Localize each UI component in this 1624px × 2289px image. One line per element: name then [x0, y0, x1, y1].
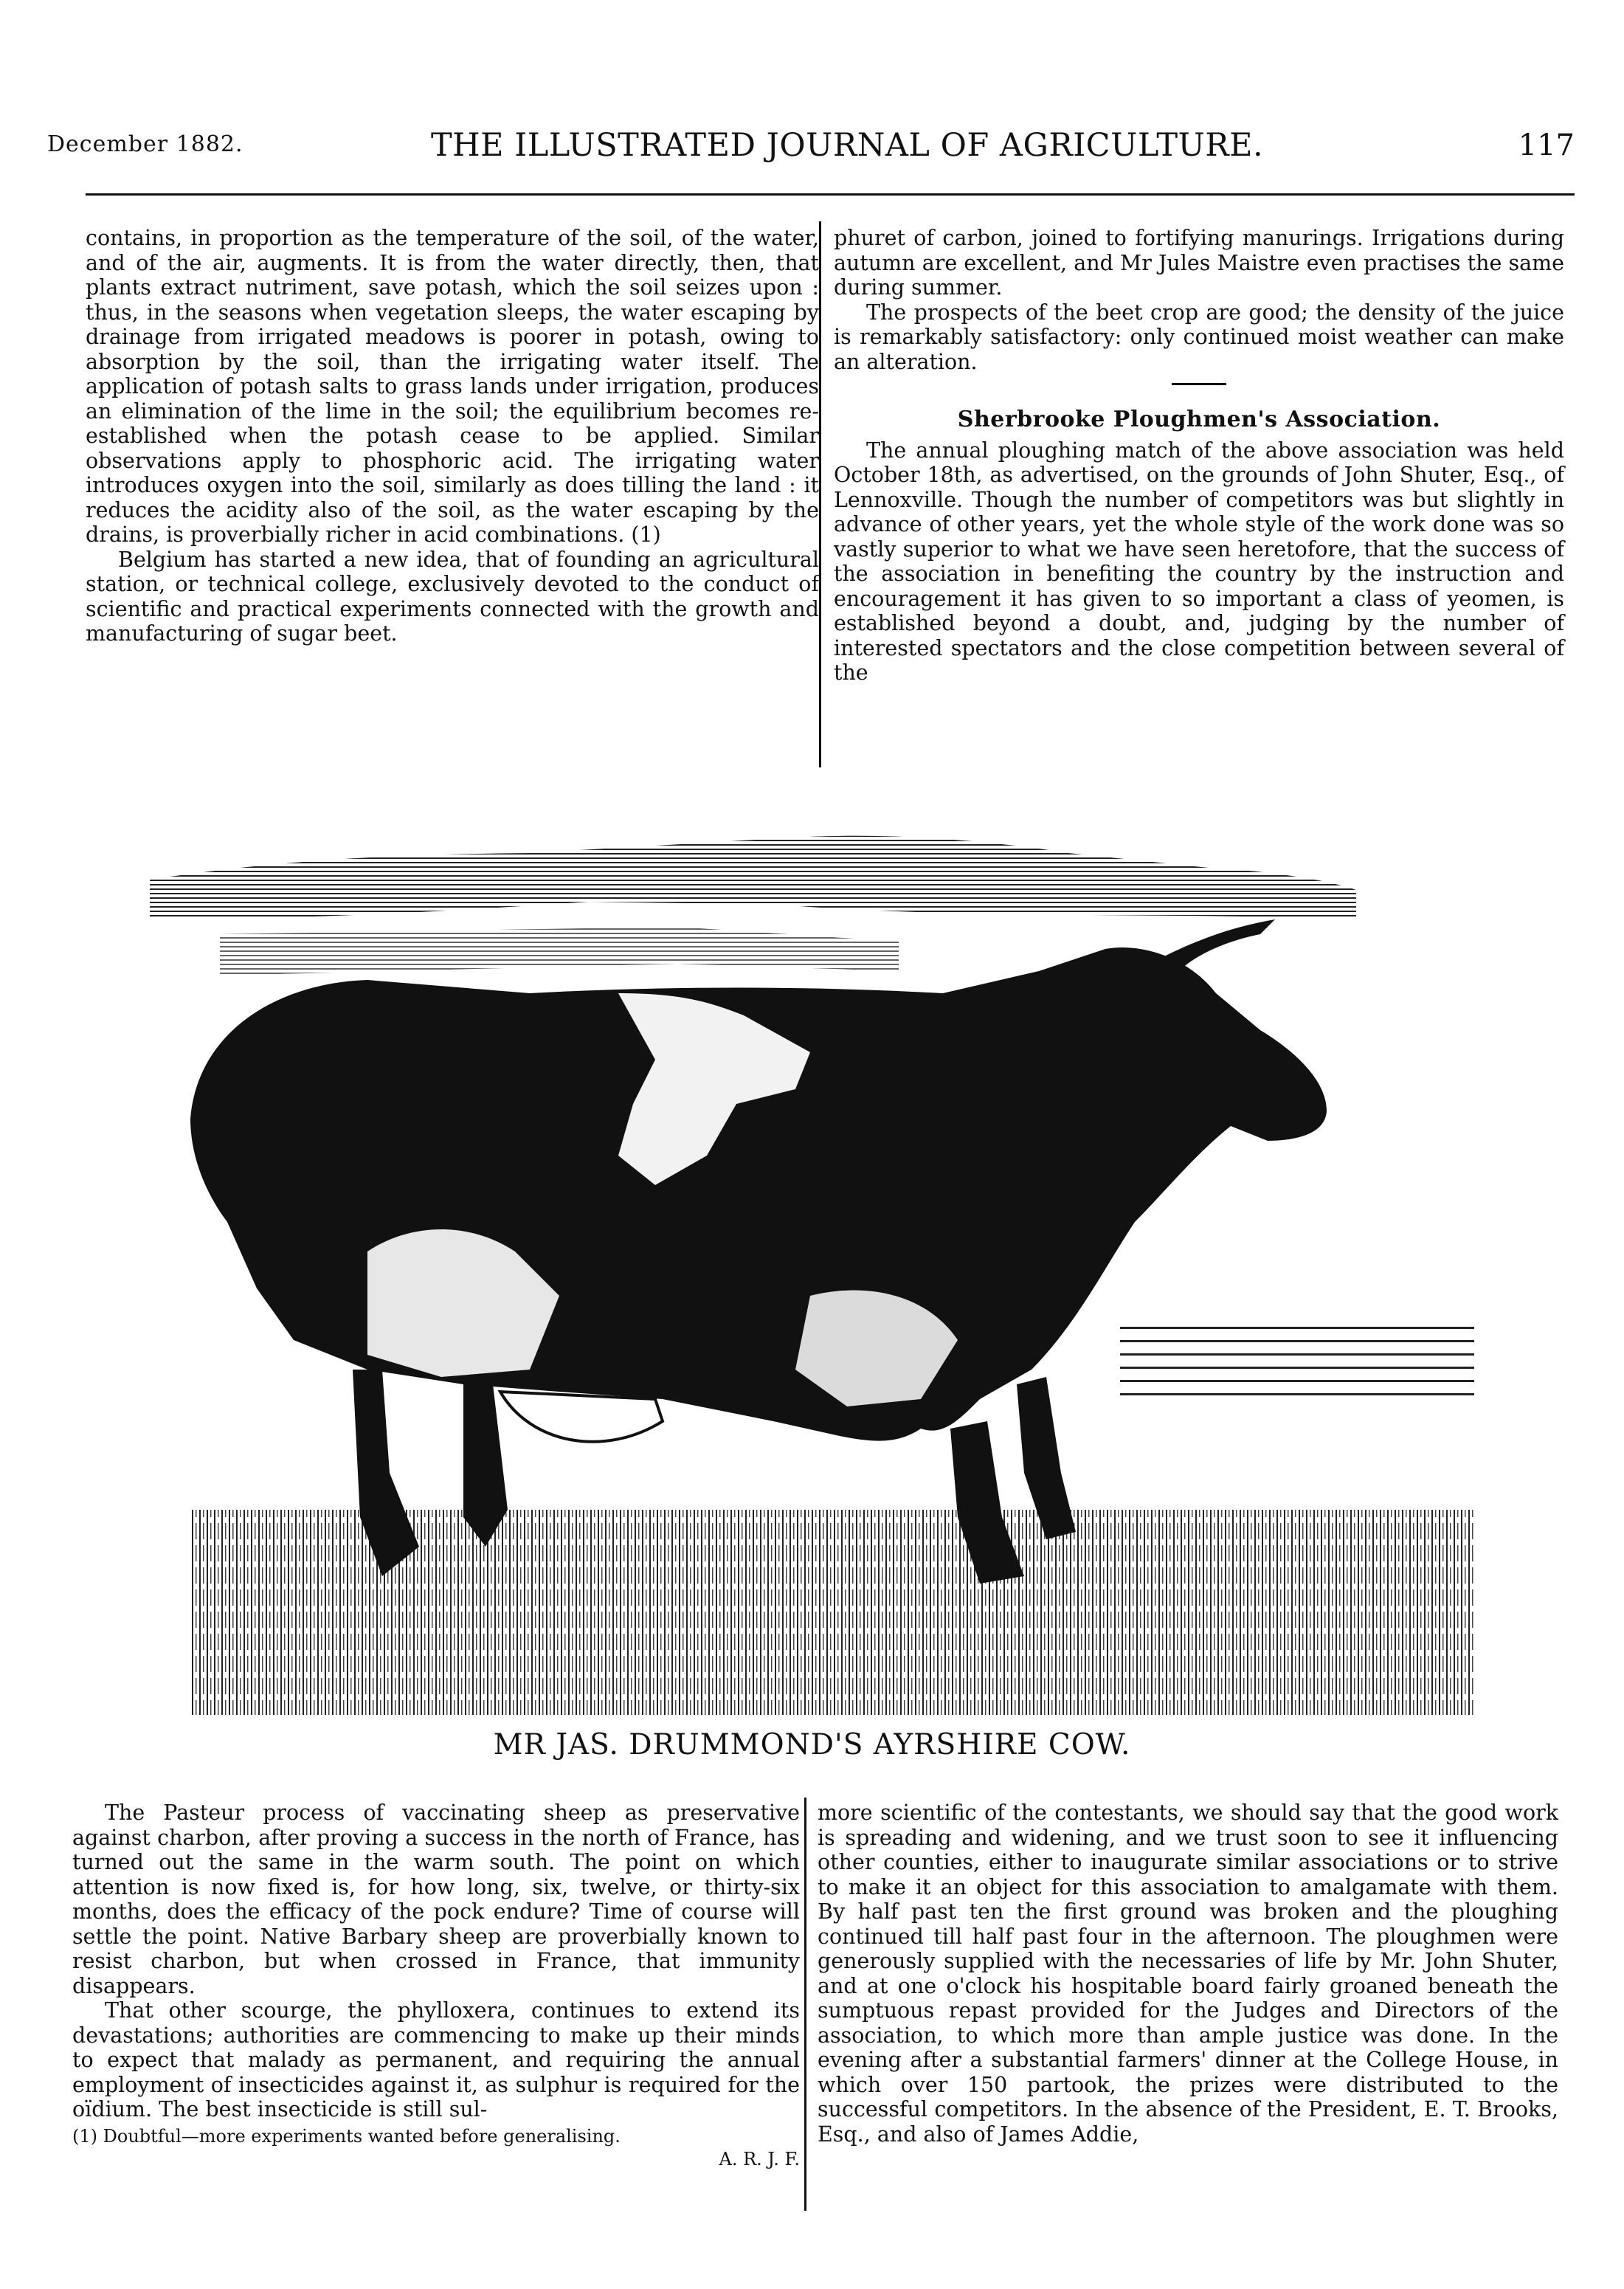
section-divider [1172, 383, 1226, 385]
footnote: (1) Doubtful—more experiments wanted before generalising. [72, 2125, 621, 2147]
bottom-right-column [818, 1801, 1558, 2147]
header-rule [86, 193, 1575, 196]
top-left-paragraph-1: contains, in proportion as the temperature of the soil, of the water, and of the air, augments. It is from the water directly, then, that plants extract nutriment, save potash, which the soil seizes upon : thus, in the seasons when vegetation sleeps, the water escaping by drainage from irrigated meadows is poorer in potash, owing to absorption by the soil, than the irrigating water itself. The application of potash salts to grass lands under irrigation, produces an elimination of the lime in the soil; the equilibrium becomes re-established when the potash cease to be applied. Similar observations apply to phosphoric acid. The irrigating water introduces oxygen into the soil, similarly as does tilling the land : it reduces the acidity also of the soil, as the water escaping by the drains, is proverbially richer in acid combinations. (1) [86, 226, 819, 547]
top-column-divider [819, 221, 821, 767]
top-left-paragraph-2: Belgium has started a new idea, that of founding an agricultural station, or technical college, exclusively devoted to the conduct of scientific and practical experiments connected with the growth and manufacturing of sugar beet. [86, 547, 819, 646]
figure-caption: MR JAS. DRUMMOND'S AYRSHIRE COW. [493, 1728, 1131, 1761]
cow [190, 919, 1327, 1584]
bottom-column-divider [804, 1798, 806, 2211]
top-right-paragraph-3: The annual ploughing match of the above association was held October 18th, as advertised, on the grounds of John Shuter, Esq., of Lennoxville. Though the number of competitors was but slightly in advance of other years, yet the whole style of the work done was so vastly superior to what we have seen heretofore, that the success of the association in benefiting the country by the instruction and encouragement it has given to so important a class of yeomen, is established beyond a doubt, and, judging by the number of interested spectators and the close competition between several of the [834, 438, 1564, 685]
bottom-left-paragraph-1: The Pasteur process of vaccinating sheep as preservative against charbon, after proving a success in the north of France, has turned out the same in the warm south. The point on which attention is now fixed is, for how long, six, twelve, or thirty-six months, does the efficacy of the pock endure? Time of course will settle the point. Native Barbary sheep are proverbially known to resist charbon, but when crossed in France, that immunity disappears. [72, 1801, 800, 1998]
bottom-right-paragraph-1: more scientific of the contestants, we should say that the good work is spreading and widening, and we trust soon to see it influencing other counties, either to inaugurate similar associations or to strive to make it an object for this association to amalgamate with them. By half past ten the first ground was broken and the ploughing continued till half past four in the afternoon. The ploughmen were generously supplied with the necessaries of life by Mr. John Shuter, and at one o'clock his hospitable board fairly groaned beneath the sumptuous repast provided for the Judges and Directors of the association, to which more than ample justice was done. In the evening after a substantial farmers' dinner at the College House, in which over 150 partook, the prizes were distributed to the successful competitors. In the absence of the President, E. T. Brooks, Esq., and also of James Addie, [818, 1801, 1558, 2147]
top-left-column [86, 226, 819, 646]
page-header [47, 127, 1575, 176]
background-fence [1120, 1318, 1474, 1406]
issue-date: December 1882. [47, 131, 243, 157]
section-heading: Sherbrooke Ploughmen's Association. [957, 407, 1441, 432]
bottom-left-column [72, 1801, 800, 2172]
page-number: 117 [1518, 128, 1575, 162]
top-right-paragraph-2: The prospects of the beet crop are good; the density of the juice is remarkably satisfactory: only continued moist weather can make an alteration. [834, 300, 1564, 374]
top-right-column [834, 226, 1564, 686]
cow-engraving [146, 809, 1489, 1715]
author-signature: A. R. J. F. [719, 2148, 800, 2169]
top-right-paragraph-1: phuret of carbon, joined to fortifying manurings. Irrigations during autumn are excellent, and Mr Jules Maistre even practises the same during summer. [834, 226, 1564, 300]
bottom-left-paragraph-2: That other scourge, the phylloxera, continues to extend its devastations; authorities are commencing to make up their minds to expect that malady as permanent, and requiring the annual employment of insecticides against it, as sulphur is required for the oïdium. The best insecticide is still sul- [72, 1998, 800, 2121]
journal-title: THE ILLUSTRATED JOURNAL OF AGRICULTURE. [431, 127, 1264, 164]
